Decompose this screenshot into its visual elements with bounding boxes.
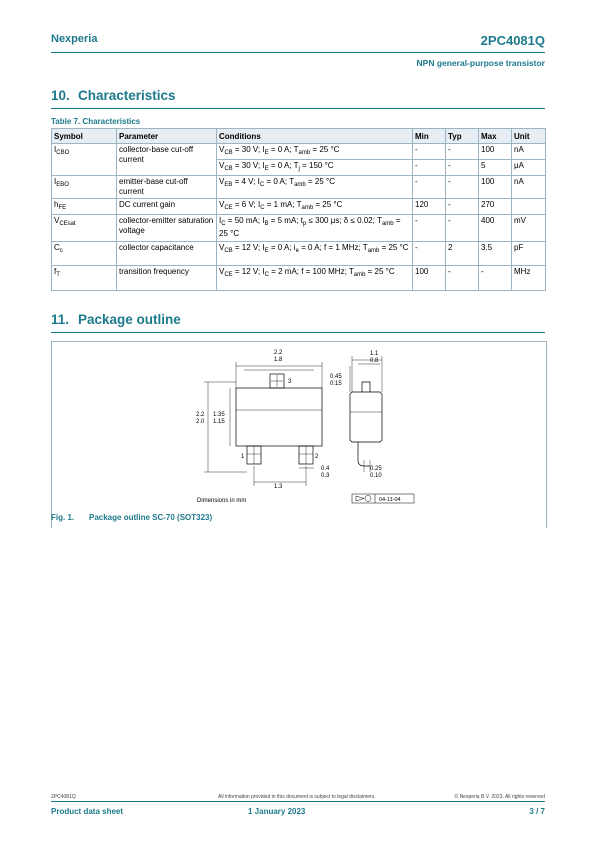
column-header: Typ [446,129,479,144]
table-row [52,266,546,291]
max-cell: 100 [479,144,512,160]
column-header: Min [413,129,446,144]
parameter-cell: emitter-base cut-off current [117,176,217,199]
column-header: Parameter [117,129,217,144]
header-subtitle: NPN general-purpose transistor [416,58,545,68]
conditions-cell: $I_C = 50$ mA; $I_B = 5$ mA; $t_p \le 300$ μs; δ ≤ 0.02; $T_{amb} = 25$ °C [217,215,413,242]
symbol-cell: $f_T$ [52,266,117,291]
drawing-date: 04-11-04 [379,497,401,503]
table-row [52,176,546,199]
typ-cell: - [446,160,479,176]
conditions-cell: $V_{EB} = 4$ V; $I_C = 0$ A; $T_{amb} = 25$ °C [217,176,413,199]
table-row [52,242,546,266]
typ-cell: 2 [446,242,479,266]
min-cell: 100 [413,266,446,291]
symbol-cell: $I_{CBO}$ [52,144,117,176]
table-row [52,199,546,215]
package-outline-drawing [52,342,546,528]
column-header: Symbol [52,129,117,144]
table-row [52,215,546,242]
section-title-characteristics: 10. Characteristics [51,88,176,103]
header-rule [51,52,545,53]
min-cell: - [413,242,446,266]
symbol-cell: $h_{FE}$ [52,199,117,215]
min-cell: - [413,215,446,242]
column-header: Conditions [217,129,413,144]
unit-cell: mV [512,215,546,242]
figure-frame [51,341,547,528]
conditions-cell: $V_{CE} = 12$ V; $I_C = 2$ mA; f = 100 MHz; $T_{amb} = 25$ °C [217,266,413,291]
unit-cell: nA [512,144,546,160]
package-body-top-view [236,388,322,446]
parameter-cell: collector-emitter saturation voltage [117,215,217,242]
table-header-row [52,129,546,144]
min-cell: 120 [413,199,446,215]
conditions-cell: $V_{CB} = 30$ V; $I_E = 0$ A; $T_j = 150$ °C [217,160,413,176]
table-row [52,144,546,160]
table-caption: Table 7. Characteristics [51,117,141,126]
section-rule [51,108,545,109]
max-cell: 400 [479,215,512,242]
typ-cell: - [446,199,479,215]
section-rule [51,332,545,333]
characteristics-table [51,128,546,291]
dim-label: 1.1 [370,351,379,357]
column-header: Max [479,129,512,144]
typ-cell: - [446,144,479,160]
footer-disclaimer: All information provided in this document is subject to legal disclaimers. [218,794,376,800]
dim-label: 1.8 [274,357,283,363]
conditions-cell: $V_{CB} = 30$ V; $I_E = 0$ A; $T_{amb} = 25$ °C [217,144,413,160]
dim-label: 1.15 [213,419,225,425]
dim-label: 0.10 [370,473,382,479]
min-cell: - [413,144,446,160]
dim-label: 2.2 [274,350,283,356]
dimensions-note: Dimensions in mm [197,498,247,504]
unit-cell: pF [512,242,546,266]
unit-cell: μA [512,160,546,176]
max-cell: 100 [479,176,512,199]
symbol-cell: $V_{CEsat}$ [52,215,117,242]
dim-label: 1.35 [213,412,225,418]
symbol-cell: $I_{EBO}$ [52,176,117,199]
dim-label: 0.3 [321,473,330,479]
typ-cell: - [446,176,479,199]
max-cell: 5 [479,160,512,176]
max-cell: 270 [479,199,512,215]
parameter-cell: transition frequency [117,266,217,291]
dim-label: 0.25 [370,466,382,472]
package-side-view [350,392,382,442]
dim-label: 0.8 [370,358,379,364]
max-cell: - [479,266,512,291]
header-brand: Nexperia [51,33,98,45]
dim-label: 2.2 [196,412,205,418]
dim-label: 0.4 [321,466,330,472]
footer-rule [51,801,545,802]
footer-date: 1 January 2023 [248,807,306,816]
conditions-cell: $V_{CB} = 12$ V; $I_E = 0$ A; $i_e = 0$ A; f = 1 MHz; $T_{amb} = 25$ °C [217,242,413,266]
pin-label: 3 [288,379,292,385]
min-cell: - [413,176,446,199]
dim-label: 1.3 [274,484,283,490]
parameter-cell: collector-base cut-off current [117,144,217,176]
figure-caption: Fig. 1. Package outline SC-70 (SOT323) [51,513,213,522]
column-header: Unit [512,129,546,144]
typ-cell: - [446,266,479,291]
section-title-package-outline: 11. Package outline [51,312,181,327]
unit-cell [512,199,546,215]
dim-label: 0.45 [330,374,342,380]
pin-label: 2 [315,454,319,460]
dim-label: 0.15 [330,381,342,387]
unit-cell: nA [512,176,546,199]
parameter-cell: DC current gain [117,199,217,215]
header-part-number: 2PC4081Q [480,33,545,48]
footer-copyright: © Nexperia B.V. 2023. All rights reserved [454,794,545,800]
conditions-cell: $V_{CE} = 6$ V; $I_C = 1$ mA; $T_{amb} = 25$ °C [217,199,413,215]
pin-label: 1 [241,454,245,460]
footer-doc-id: 2PC4081Q [51,794,76,800]
symbol-cell: $C_c$ [52,242,117,266]
unit-cell: MHz [512,266,546,291]
max-cell: 3.5 [479,242,512,266]
dim-label: 2.0 [196,419,205,425]
typ-cell: - [446,215,479,242]
footer-doc-type: Product data sheet [51,807,124,816]
footer-page: 3 / 7 [529,807,545,816]
min-cell: - [413,160,446,176]
parameter-cell: collector capacitance [117,242,217,266]
